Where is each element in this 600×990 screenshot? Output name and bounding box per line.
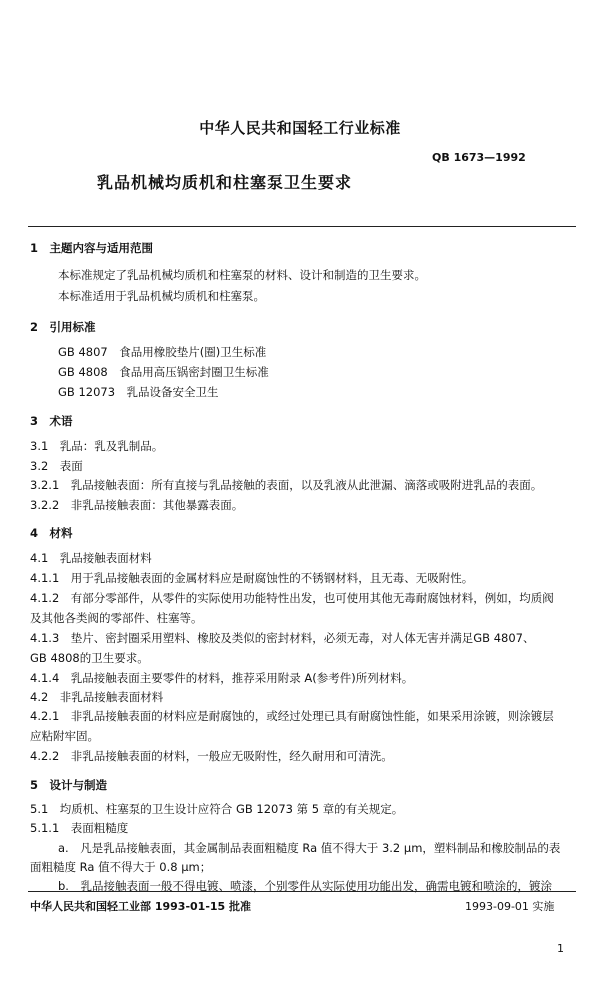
clause-line: 4.1.4 乳品接触表面主要零件的材料，推荐采用附录 A(参考件)所列材料。 [30,671,414,685]
effective-date: 1993-09-01 实施 [465,900,555,913]
clause-line: 4.1.1 用于乳品接触表面的金属材料应是耐腐蚀性的不锈钢材料，且无毒、无吸附性。 [30,571,474,585]
list-item: a. 凡是乳品接触表面，其金属制品表面粗糙度 Ra 值不得大于 3.2 μm，塑料制品和橡胶制品的表 [58,841,561,855]
footer-rule [28,891,576,892]
issuer-line: 中华人民共和国轻工业部 1993-01-15 批准 [30,900,252,913]
list-item-continuation: 面粗糙度 Ra 值不得大于 0.8 μm； [30,860,212,874]
standard-code: QB 1673—1992 [432,151,526,164]
clause-line: 应粘附牢固。 [30,729,99,743]
clause-line: 4.1.2 有部分零部件，从零件的实际使用功能特性出发，也可使用其他无毒耐腐蚀材料，例如，均质阀 [30,591,554,605]
reference-item: GB 4808 食品用高压锅密封圈卫生标准 [58,365,269,379]
reference-item: GB 12073 乳品设备安全卫生 [58,385,219,399]
section-heading: 4 材料 [30,526,73,540]
clause-line: 4.2 非乳品接触表面材料 [30,690,164,704]
page-number: 1 [557,942,564,955]
clause-line: 4.2.2 非乳品接触表面的材料，一般应无吸附性，经久耐用和可清洗。 [30,749,393,763]
section-heading: 2 引用标准 [30,320,96,334]
org-title: 中华人民共和国轻工行业标准 [199,119,401,137]
paragraph-line: 本标准规定了乳品机械均质机和柱塞泵的材料、设计和制造的卫生要求。 [58,268,426,282]
clause-line: 3.2.1 乳品接触表面：所有直接与乳品接触的表面，以及乳液从此泄漏、滴落或吸附进乳品的表面。 [30,478,543,492]
clause-line: 5.1.1 表面粗糙度 [30,821,129,835]
clause-line: 4.1 乳品接触表面材料 [30,551,152,565]
doc-title: 乳品机械均质机和柱塞泵卫生要求 [97,173,353,192]
clause-line: 4.2.1 非乳品接触表面的材料应是耐腐蚀的，或经过处理已具有耐腐蚀性能，如果采用涂镀，则涂镀层 [30,709,554,723]
clause-line: 5.1 均质机、柱塞泵的卫生设计应符合 GB 12073 第 5 章的有关规定。 [30,802,404,816]
clause-line: 3.2 表面 [30,459,83,473]
reference-item: GB 4807 食品用橡胶垫片(圈)卫生标准 [58,345,267,359]
clause-line: 3.1 乳品：乳及乳制品。 [30,439,164,453]
clause-line: GB 4808的卫生要求。 [30,651,149,665]
top-rule [28,226,576,227]
clause-line: 3.2.2 非乳品接触表面：其他暴露表面。 [30,498,244,512]
section-heading: 5 设计与制造 [30,778,108,792]
section-heading: 3 术语 [30,414,73,428]
paragraph-line: 本标准适用于乳品机械均质机和柱塞泵。 [58,289,265,303]
clause-line: 4.1.3 垫片、密封圈采用塑料、橡胶及类似的密封材料，必须无毒，对人体无害并满足GB 4807、 [30,631,535,645]
section-heading: 1 主题内容与适用范围 [30,241,154,255]
list-item: b. 乳品接触表面一般不得电镀、喷漆，个别零件从实际使用功能出发，确需电镀和喷涂的，镀涂 [58,879,552,893]
clause-line: 及其他各类阀的零部件、柱塞等。 [30,611,203,625]
